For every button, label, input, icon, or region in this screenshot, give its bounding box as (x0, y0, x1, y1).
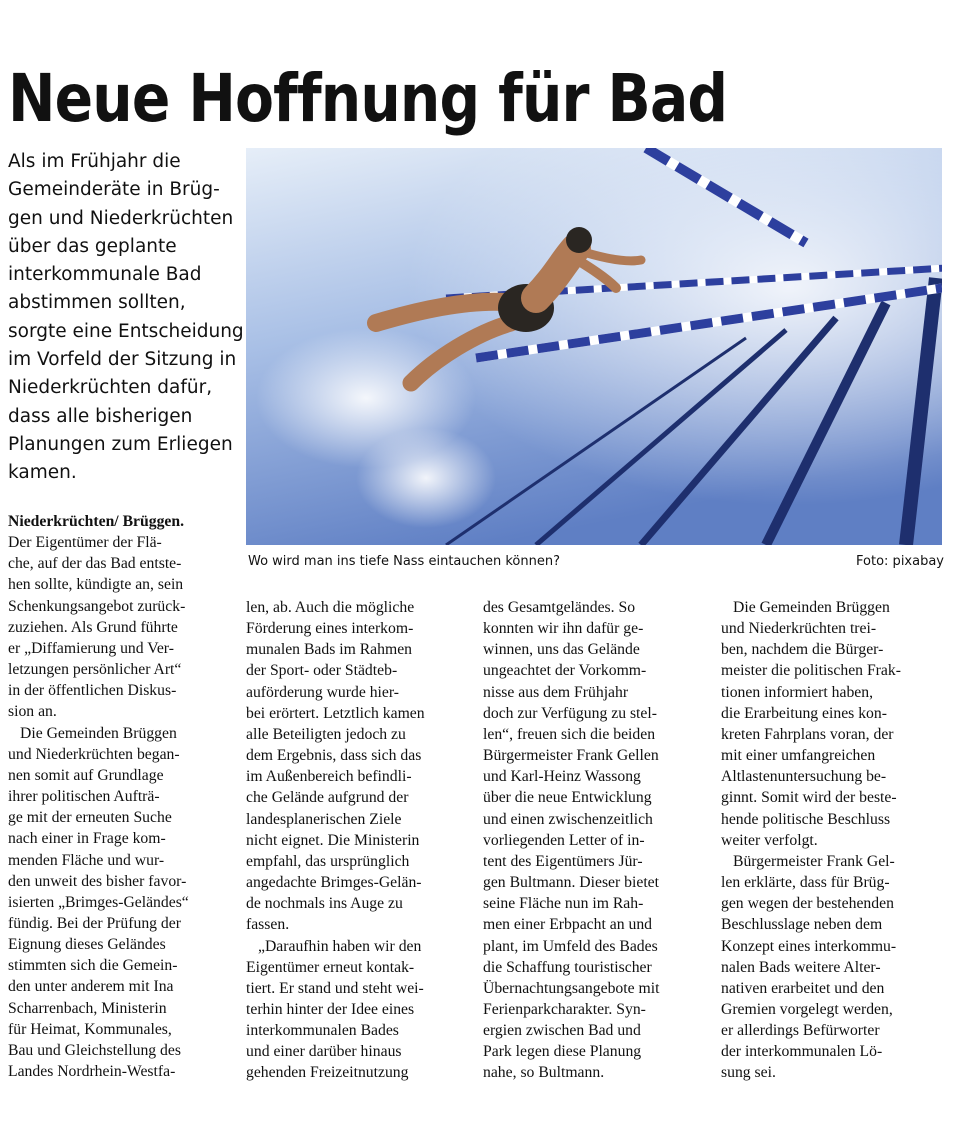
lead-paragraph (8, 148, 244, 488)
text-line: der Sport- oder Städteb- (246, 662, 398, 680)
column-2 (246, 597, 468, 1084)
column-4-text (721, 597, 943, 1084)
text-line: Bau und Gleichstellung des (8, 1041, 181, 1059)
text-line: Gremien vorgelegt werden, (721, 1000, 893, 1018)
text-line: bei erörtert. Letztlich kamen (246, 704, 425, 722)
text-line: Die Gemeinden Brüggen (20, 724, 177, 742)
text-line: und einen zwischenzeitlich (483, 810, 653, 828)
text-line: hen sollte, kündigte an, sein (8, 576, 184, 594)
text-line: Schenkungsangebot zurück- (8, 597, 186, 615)
lead-line: Gemeinderäte in Brüg- (8, 179, 220, 201)
text-line: weiter verfolgt. (721, 831, 818, 849)
lead-line: kamen. (8, 462, 77, 484)
text-line: nisse aus dem Frühjahr (483, 683, 629, 701)
text-line: de nochmals ins Auge zu (246, 895, 403, 913)
text-line: doch zur Verfügung zu stel- (483, 704, 657, 722)
text-line: und einer darüber hinaus (246, 1043, 402, 1061)
text-line: und Karl-Heinz Wassong (483, 768, 641, 786)
text-line: nach einer in Frage kom- (8, 830, 166, 848)
text-line: nicht eignet. Die Ministerin (246, 831, 420, 849)
text-line: „Daraufhin haben wir den (258, 937, 422, 955)
text-line: im Außenbereich befindli- (246, 768, 412, 786)
text-line: konnten wir ihn dafür ge- (483, 620, 644, 638)
text-line: nativen erarbeitet und den (721, 979, 885, 997)
text-line: Landes Nordrhein-Westfa- (8, 1063, 176, 1081)
text-line: angedachte Brimges-Gelän- (246, 874, 422, 892)
text-line: ergien zwischen Bad und (483, 1022, 641, 1040)
text-line: plant, im Umfeld des Bades (483, 937, 658, 955)
text-line: che, auf der das Bad entste- (8, 555, 182, 573)
text-line: seine Fläche nun im Rah- (483, 895, 644, 913)
photo-credit: Foto: pixabay (856, 554, 944, 569)
text-line: auförderung wurde hier- (246, 683, 400, 701)
text-line: isierten „Brimges-Geländes“ (8, 893, 189, 911)
column-1-text (8, 532, 234, 1082)
text-line: interkommunalen Bades (246, 1022, 399, 1040)
text-line: meister die politischen Frak- (721, 662, 901, 680)
text-line: tent des Eigentümers Jür- (483, 852, 643, 870)
text-line: Eignung dieses Geländes (8, 936, 166, 954)
lead-line: Als im Frühjahr die (8, 151, 181, 172)
lead-line: sorgte eine Entscheidung (8, 320, 244, 342)
pool-illustration (246, 148, 942, 545)
text-line: letzungen persönlicher Art“ (8, 661, 182, 679)
column-4 (721, 597, 943, 1084)
text-line: len, ab. Auch die mögliche (246, 599, 415, 616)
text-line: winnen, uns das Gelände (483, 641, 640, 659)
headline: Neue Hoffnung für Bad (8, 60, 728, 138)
text-line: Altlastenuntersuchung be- (721, 768, 887, 786)
text-line: Beschlusslage neben dem (721, 916, 883, 934)
text-line: zuziehen. Als Grund führte (8, 618, 178, 636)
text-line: hende politische Beschluss (721, 810, 891, 828)
water-bubbles (356, 428, 496, 528)
lead-line: gen und Niederkrüchten (8, 207, 234, 229)
text-line: kreten Fahrplans voran, der (721, 725, 894, 743)
lead-line: Planungen zum Erliegen (8, 433, 233, 455)
text-line: nen somit auf Grundlage (8, 766, 164, 784)
text-line: den unweit des bisher favor- (8, 872, 187, 890)
lead-line: interkommunale Bad (8, 264, 202, 286)
text-line: dem Ergebnis, dass sich das (246, 747, 422, 765)
text-line: len erklärte, dass für Brüg- (721, 874, 890, 892)
text-line: und Niederkrüchten trei- (721, 620, 877, 638)
text-line: ge mit der erneuten Suche (8, 809, 172, 827)
text-line: gen Bultmann. Dieser bietet (483, 874, 660, 892)
column-3 (483, 597, 705, 1084)
text-line: len“, freuen sich die beiden (483, 725, 656, 743)
text-line: fassen. (246, 916, 290, 934)
text-line: tiert. Er stand und steht wei- (246, 979, 424, 997)
lead-line: über das geplante (8, 235, 177, 257)
text-line: über die neue Entwicklung (483, 789, 652, 807)
text-line: landesplanerischen Ziele (246, 810, 402, 828)
text-line: er allerdings Befürworter (721, 1022, 880, 1040)
dateline: Niederkrüchten/ Brüggen. (8, 513, 185, 530)
text-line: gehenden Freizeitnutzung (246, 1064, 409, 1082)
text-line: für Heimat, Kommunales, (8, 1020, 172, 1038)
text-line: Die Gemeinden Brüggen (733, 599, 890, 616)
text-line: die Erarbeitung eines kon- (721, 704, 887, 722)
caption-text: Wo wird man ins tiefe Nass eintauchen können? (248, 554, 561, 569)
text-line: men einer Erbpacht an und (483, 916, 653, 934)
text-line: und Niederkrüchten began- (8, 745, 180, 763)
text-line: sion an. (8, 703, 57, 721)
text-line: Bürgermeister Frank Gel- (733, 852, 895, 870)
text-line: nalen Bads weitere Alter- (721, 958, 881, 976)
text-line: Eigentümer erneut kontak- (246, 958, 415, 976)
text-line: che Gelände aufgrund der (246, 789, 409, 807)
text-line: stimmten sich die Gemein- (8, 957, 178, 975)
text-line: Scharrenbach, Ministerin (8, 999, 167, 1017)
text-line: Förderung eines interkom- (246, 620, 414, 638)
text-line: ihrer politischen Aufträ- (8, 788, 160, 806)
text-line: er „Diffamierung und Ver- (8, 639, 174, 657)
text-line: den unter anderem mit Ina (8, 978, 174, 996)
text-line: fündig. Bei der Prüfung der (8, 914, 181, 932)
text-line: alle Beteiligten jedoch zu (246, 725, 406, 743)
text-line: gen wegen der bestehenden (721, 895, 894, 913)
lead-line: abstimmen sollten, (8, 292, 186, 314)
text-line: der interkommunalen Lö- (721, 1043, 883, 1061)
text-line: menden Fläche und wur- (8, 851, 165, 869)
text-line: ginnt. Somit wird der beste- (721, 789, 897, 807)
text-line: terhin hinter der Idee eines (246, 1000, 415, 1018)
column-3-text (483, 597, 705, 1084)
text-line: vorliegenden Letter of in- (483, 831, 645, 849)
text-line: munalen Bads im Rahmen (246, 641, 412, 659)
text-line: tionen informiert haben, (721, 683, 874, 701)
text-line: Übernachtungsangebote mit (483, 979, 660, 997)
text-line: des Gesamtgeländes. So (483, 599, 636, 616)
photo-caption (248, 553, 944, 571)
text-line: Ferienparkcharakter. Syn- (483, 1000, 646, 1018)
text-line: Konzept eines interkommu- (721, 937, 897, 955)
text-line: die Schaffung touristischer (483, 958, 652, 976)
text-line: Bürgermeister Frank Gellen (483, 747, 659, 765)
text-line: empfahl, das ursprünglich (246, 852, 410, 870)
column-2-text (246, 597, 468, 1084)
text-line: mit einer umfangreichen (721, 747, 876, 765)
text-line: in der öffentlichen Diskus- (8, 682, 177, 700)
text-line: Park legen diese Planung (483, 1043, 642, 1061)
swimmer-photo (246, 148, 942, 545)
text-line: Der Eigentümer der Flä- (8, 534, 162, 552)
lead-line: Niederkrüchten dafür, (8, 377, 213, 399)
text-line: ungeachtet der Vorkomm- (483, 662, 647, 680)
lead-line: dass alle bisherigen (8, 405, 193, 427)
text-line: nahe, so Bultmann. (483, 1064, 605, 1082)
text-line: ben, nachdem die Bürger- (721, 641, 884, 659)
column-1 (8, 511, 234, 1082)
lead-line: im Vorfeld der Sitzung in (8, 349, 237, 371)
text-line: sung sei. (721, 1064, 776, 1082)
